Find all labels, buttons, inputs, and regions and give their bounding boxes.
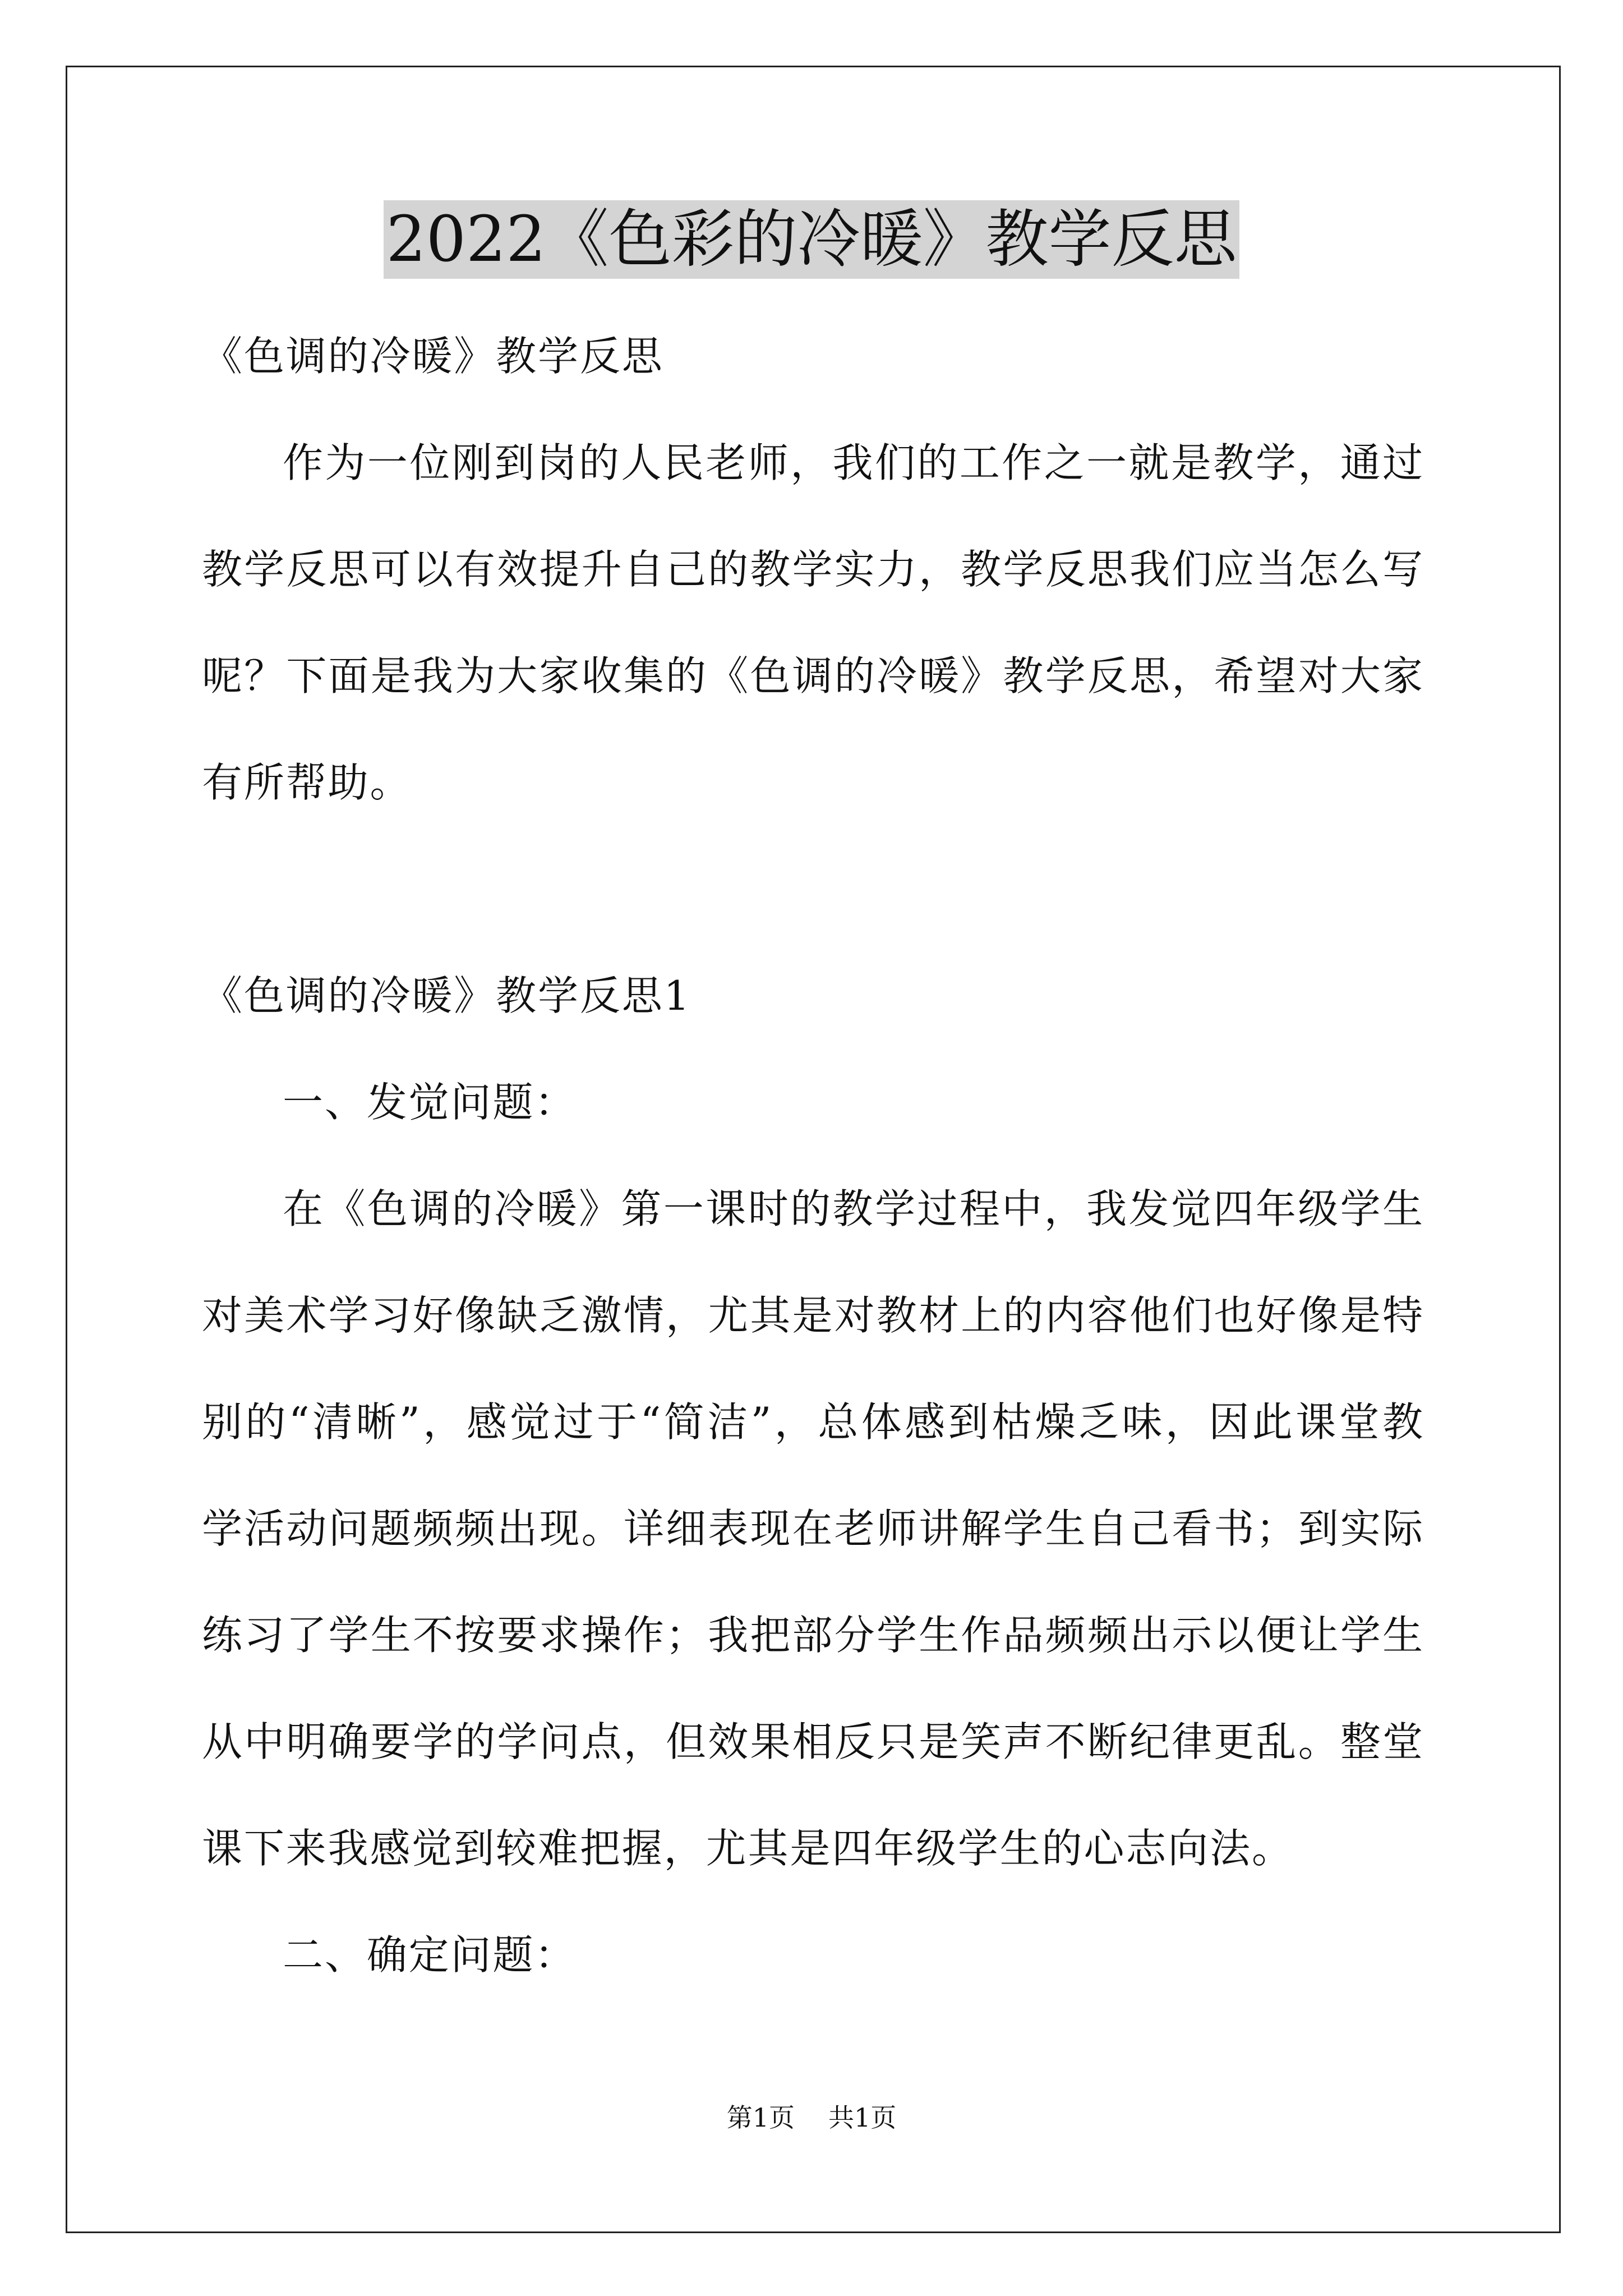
subheading-discover-problem: 一、发觉问题： xyxy=(283,1079,577,1126)
subheading-confirm-problem: 二、确定问题： xyxy=(283,1931,577,1978)
body-paragraph: 在《色调的冷暖》第一课时的教学过程中，我发觉四年级学生对美术学习好像缺乏激情，尤其是对教材上的内容他们也好像是特别的“清晰”，感觉过于“简洁”，总体感到枯燥乏味，因此课堂教学活动问题频频出现。详细表现在老师讲解学生自己看书；到实际练习了学生不按要求操作；我把部分学生作品频频出示以便让学生从中明确要学的学问点，但效果相反只是笑声不断纪律更乱。整堂课下来我感觉到较难把握，尤其是四年级学生的心志向法。 xyxy=(202,1185,1424,1872)
page-number: 第1页 xyxy=(726,2102,795,2133)
page-footer xyxy=(0,2101,1623,2134)
section-heading: 《色调的冷暖》教学反思1 xyxy=(202,972,691,1019)
title-container xyxy=(0,200,1623,279)
page-total: 共1页 xyxy=(828,2102,897,2133)
document-title: 2022《色彩的冷暖》教学反思 xyxy=(384,200,1239,279)
intro-paragraph: 作为一位刚到岗的人民老师，我们的工作之一就是教学，通过教学反思可以有效提升自己的教学实力，教学反思我们应当怎么写呢？下面是我为大家收集的《色调的冷暖》教学反思，希望对大家有所帮助。 xyxy=(202,439,1424,806)
document-body xyxy=(202,303,1424,2008)
paragraph-gap xyxy=(202,836,1424,942)
subtitle: 《色调的冷暖》教学反思 xyxy=(202,333,664,380)
